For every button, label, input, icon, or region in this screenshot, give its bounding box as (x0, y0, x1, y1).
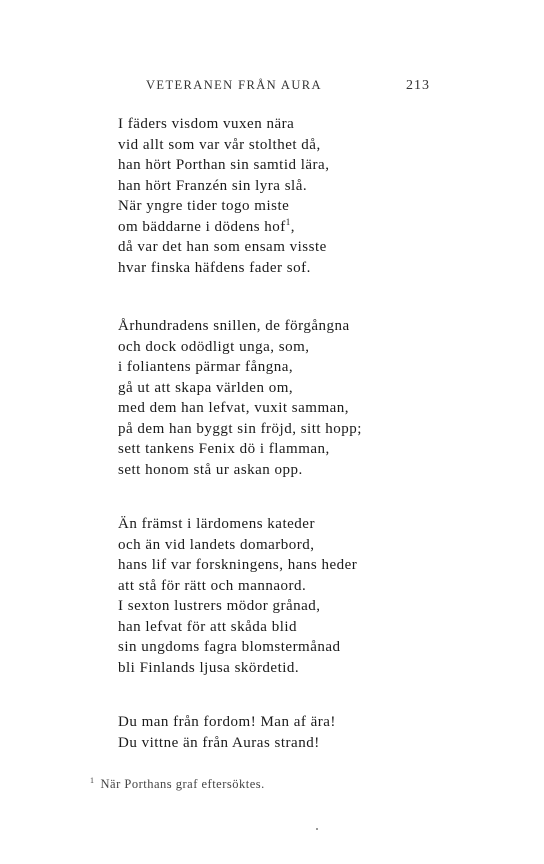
verse-line: han lefvat för att skåda blid (118, 618, 298, 635)
verse-line: I fäders visdom vuxen nära (118, 116, 295, 132)
verse-line: då var det han som ensam visste (118, 239, 327, 255)
verse-line: på dem han byggt sin fröjd, sitt hopp; (118, 420, 362, 437)
stanza-4 (118, 712, 336, 753)
verse-line: hans lif var forskningens, hans heder (118, 557, 358, 573)
footnote (90, 776, 265, 792)
verse-line: I sexton lustrers mödor grånad, (118, 598, 321, 614)
verse-line: att stå för rätt och mannaord. (118, 577, 307, 594)
verse-line: han hört Porthan sin samtid lära, (118, 157, 330, 173)
verse-line: han hört Franzén sin lyra slå. (118, 177, 308, 194)
verse-line: hvar finska häfdens fader sof. (118, 259, 311, 276)
stanza-2 (118, 316, 362, 480)
running-title: VETERANEN FRÅN AURA (146, 78, 322, 92)
verse-line: med dem han lefvat, vuxit samman, (118, 400, 350, 416)
stanza-3 (118, 514, 357, 678)
verse-line: Århundradens snillen, de förgångna (118, 318, 350, 334)
verse-line: gå ut att skapa världen om, (118, 379, 294, 396)
verse-line: sett tankens Fenix dö i flamman, (118, 441, 330, 457)
verse-line: Än främst i lärdomens kateder (118, 516, 315, 532)
page-number: 213 (406, 78, 430, 93)
footnote-mark: 1 (90, 776, 95, 785)
print-speck (316, 828, 318, 830)
verse-line: Du vittne än från Auras strand! (118, 734, 320, 751)
verse-line: bli Finlands ljusa skördetid. (118, 659, 300, 676)
verse-line: i foliantens pärmar fångna, (118, 359, 294, 375)
verse-line: Du man från fordom! Man af ära! (118, 714, 336, 730)
verse-line: och dock odödligt unga, som, (118, 338, 310, 355)
verse-line: sin ungdoms fagra blomstermånad (118, 639, 341, 655)
verse-line: och än vid landets domarbord, (118, 536, 315, 553)
verse-line: När yngre tider togo miste (118, 198, 290, 214)
verse-line: sett honom stå ur askan opp. (118, 461, 303, 478)
verse-line: vid allt som var vår stolthet då, (118, 136, 321, 153)
verse-line-with-note: om bäddarne i dödens hof$^1$, (118, 216, 296, 235)
stanza-1 (118, 114, 329, 278)
footnote-reference: 1 (285, 216, 291, 227)
footnote-text: När Porthans graf eftersöktes. (100, 777, 265, 792)
verse-line-text: om bäddarne i dödens hof (118, 218, 286, 235)
